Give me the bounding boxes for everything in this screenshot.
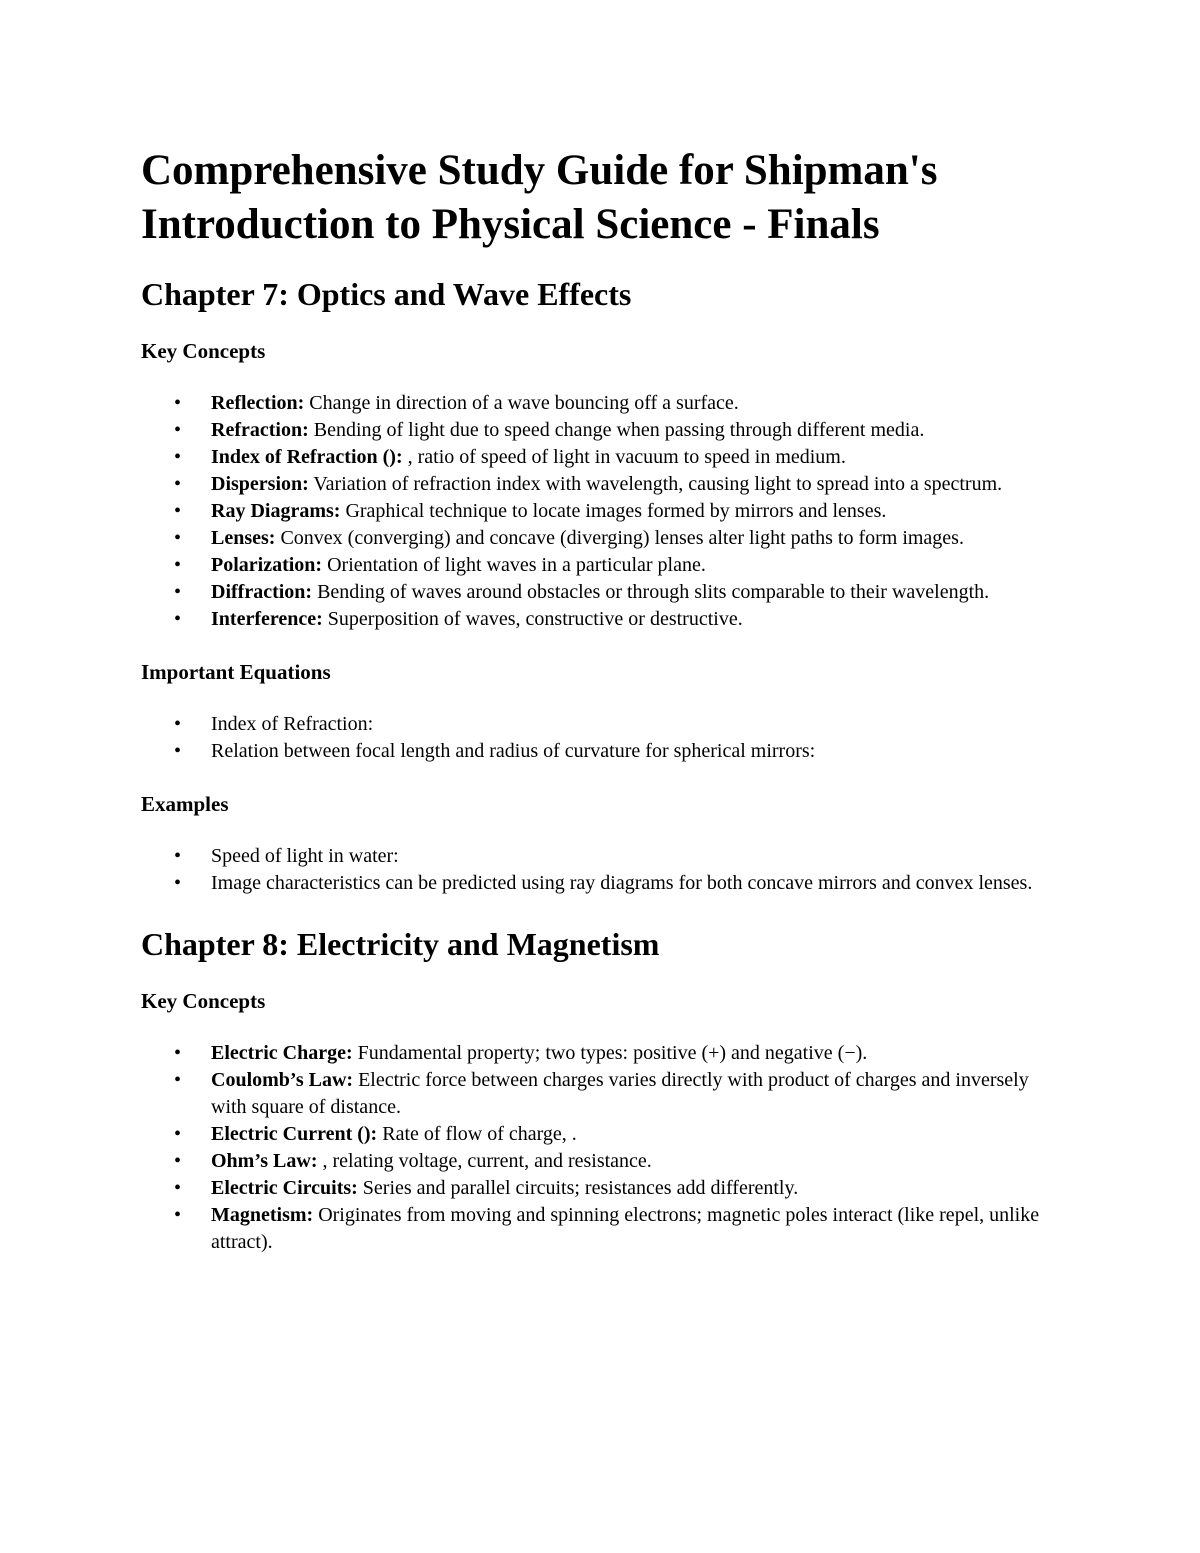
term: Diffraction:	[211, 581, 313, 603]
term: Index of Refraction ():	[211, 446, 403, 468]
document-title-line-1: Comprehensive Study Guide for Shipman's	[141, 147, 938, 194]
term: Polarization:	[211, 554, 323, 576]
bullet-icon: •	[174, 1177, 182, 1199]
term: Ray Diagrams:	[211, 500, 341, 522]
chapter-7-title: Chapter 7: Optics and Wave Effects	[141, 276, 632, 312]
list-item	[141, 711, 1061, 738]
bullet-icon: •	[174, 872, 182, 894]
definition: Change in direction of a wave bouncing off a surface.	[304, 392, 739, 414]
bullet-icon: •	[174, 1069, 182, 1091]
list-item	[141, 390, 1061, 417]
bullet-icon: •	[174, 845, 182, 867]
term: Electric Current ():	[211, 1123, 378, 1145]
bullet-icon: •	[174, 1042, 182, 1064]
list-item	[141, 525, 1061, 552]
list-item	[141, 417, 1061, 444]
document-title-line-2: Introduction to Physical Science - Finals	[141, 201, 880, 248]
bullet-icon: •	[174, 527, 182, 549]
list-item	[141, 1202, 1061, 1256]
document-title	[141, 144, 1061, 252]
definition: Variation of refraction index with wavelength, causing light to spread into a spectrum.	[308, 473, 1003, 495]
list-item	[141, 552, 1061, 579]
list-item	[141, 738, 1061, 765]
list-item	[141, 1121, 1061, 1148]
list-item	[141, 498, 1061, 525]
chapter-8-title: Chapter 8: Electricity and Magnetism	[141, 926, 660, 962]
bullet-icon: •	[174, 608, 182, 630]
bullet-icon: •	[174, 581, 182, 603]
term: Dispersion:	[211, 473, 309, 495]
list-item	[141, 870, 1061, 897]
example-text: Speed of light in water:	[211, 845, 399, 867]
equation-text: Index of Refraction:	[211, 713, 374, 735]
ch7-equations-list	[141, 711, 1061, 765]
bullet-icon: •	[174, 1150, 182, 1172]
term: Magnetism:	[211, 1204, 314, 1226]
definition: Bending of light due to speed change when passing through different media.	[308, 419, 925, 441]
definition: Fundamental property; two types: positive (+) and negative (−).	[352, 1042, 868, 1064]
equation-text: Relation between focal length and radius of curvature for spherical mirrors:	[211, 740, 816, 762]
list-item	[141, 1148, 1061, 1175]
term: Electric Circuits:	[211, 1177, 358, 1199]
document-page	[141, 144, 1061, 1256]
definition: Bending of waves around obstacles or through slits comparable to their wavelength.	[312, 581, 990, 603]
term: Lenses:	[211, 527, 276, 549]
list-item	[141, 843, 1061, 870]
term: Interference:	[211, 608, 323, 630]
definition: Orientation of light waves in a particular plane.	[322, 554, 706, 576]
ch7-examples-list	[141, 843, 1061, 897]
list-item	[141, 471, 1061, 498]
definition: Superposition of waves, constructive or destructive.	[322, 608, 743, 630]
term: Refraction:	[211, 419, 309, 441]
ch8-key-concepts-heading: Key Concepts	[141, 989, 266, 1013]
definition: Series and parallel circuits; resistances add differently.	[357, 1177, 799, 1199]
definition: Electric force between charges varies directly with product of charges and inversely with square of distance.	[211, 1069, 1029, 1118]
bullet-icon: •	[174, 473, 182, 495]
bullet-icon: •	[174, 713, 182, 735]
bullet-icon: •	[174, 446, 182, 468]
bullet-icon: •	[174, 554, 182, 576]
term: Reflection:	[211, 392, 305, 414]
definition: Graphical technique to locate images formed by mirrors and lenses.	[340, 500, 887, 522]
list-item	[141, 444, 1061, 471]
example-text: Image characteristics can be predicted using ray diagrams for both concave mirrors and convex lenses.	[211, 872, 1033, 894]
ch7-examples-heading: Examples	[141, 792, 229, 816]
ch7-key-concepts-list	[141, 390, 1061, 633]
bullet-icon: •	[174, 1204, 182, 1226]
term: Ohm’s Law:	[211, 1150, 318, 1172]
bullet-icon: •	[174, 740, 182, 762]
definition: Rate of flow of charge, .	[377, 1123, 577, 1145]
definition: , relating voltage, current, and resistance.	[317, 1150, 652, 1172]
list-item	[141, 1067, 1061, 1121]
definition: Convex (converging) and concave (diverging) lenses alter light paths to form images.	[275, 527, 964, 549]
list-item	[141, 606, 1061, 633]
ch7-key-concepts-heading: Key Concepts	[141, 339, 266, 363]
bullet-icon: •	[174, 419, 182, 441]
bullet-icon: •	[174, 1123, 182, 1145]
bullet-icon: •	[174, 500, 182, 522]
ch7-equations-heading: Important Equations	[141, 660, 331, 684]
term: Electric Charge:	[211, 1042, 353, 1064]
list-item	[141, 579, 1061, 606]
definition: Originates from moving and spinning electrons; magnetic poles interact (like repel, unlike attract).	[211, 1204, 1040, 1253]
list-item	[141, 1040, 1061, 1067]
term: Coulomb’s Law:	[211, 1069, 354, 1091]
list-item	[141, 1175, 1061, 1202]
definition: , ratio of speed of light in vacuum to speed in medium.	[402, 446, 846, 468]
bullet-icon: •	[174, 392, 182, 414]
ch8-key-concepts-list	[141, 1040, 1061, 1256]
